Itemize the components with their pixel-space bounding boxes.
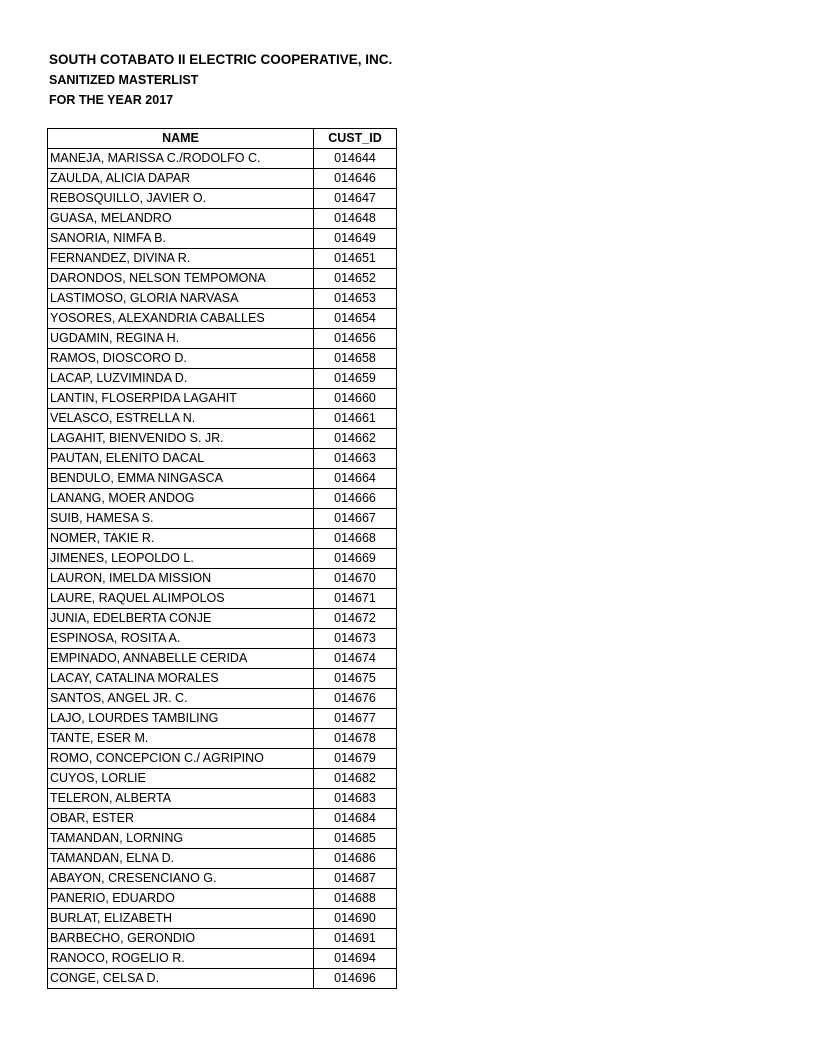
customer-name-cell: DARONDOS, NELSON TEMPOMONA bbox=[48, 269, 314, 289]
customer-id-cell: 014687 bbox=[314, 869, 397, 889]
company-title: SOUTH COTABATO II ELECTRIC COOPERATIVE, INC. bbox=[49, 52, 393, 67]
customer-name-cell: REBOSQUILLO, JAVIER O. bbox=[48, 189, 314, 209]
table-row bbox=[48, 409, 397, 429]
table-row bbox=[48, 169, 397, 189]
customer-id-cell: 014666 bbox=[314, 489, 397, 509]
customer-id-cell: 014649 bbox=[314, 229, 397, 249]
customer-name-cell: ZAULDA, ALICIA DAPAR bbox=[48, 169, 314, 189]
customer-name-cell: JUNIA, EDELBERTA CONJE bbox=[48, 609, 314, 629]
customer-name-cell: BURLAT, ELIZABETH bbox=[48, 909, 314, 929]
table-row bbox=[48, 209, 397, 229]
customer-id-cell: 014677 bbox=[314, 709, 397, 729]
customer-id-cell: 014664 bbox=[314, 469, 397, 489]
table-row bbox=[48, 189, 397, 209]
table-row bbox=[48, 609, 397, 629]
table-row bbox=[48, 429, 397, 449]
table-row bbox=[48, 889, 397, 909]
table-row bbox=[48, 829, 397, 849]
customer-id-cell: 014694 bbox=[314, 949, 397, 969]
customer-name-cell: TELERON, ALBERTA bbox=[48, 789, 314, 809]
document-subtitle: SANITIZED MASTERLIST bbox=[49, 73, 199, 87]
customer-name-cell: CUYOS, LORLIE bbox=[48, 769, 314, 789]
customer-id-cell: 014658 bbox=[314, 349, 397, 369]
table-row bbox=[48, 569, 397, 589]
customer-id-cell: 014651 bbox=[314, 249, 397, 269]
table-row bbox=[48, 869, 397, 889]
table-row bbox=[48, 749, 397, 769]
masterlist-table bbox=[47, 128, 397, 989]
customer-name-cell: OBAR, ESTER bbox=[48, 809, 314, 829]
customer-id-cell: 014688 bbox=[314, 889, 397, 909]
customer-name-cell: TAMANDAN, ELNA D. bbox=[48, 849, 314, 869]
customer-id-cell: 014644 bbox=[314, 149, 397, 169]
customer-name-cell: SANORIA, NIMFA B. bbox=[48, 229, 314, 249]
table-row bbox=[48, 529, 397, 549]
table-row bbox=[48, 549, 397, 569]
customer-id-cell: 014663 bbox=[314, 449, 397, 469]
table-row bbox=[48, 149, 397, 169]
customer-id-cell: 014684 bbox=[314, 809, 397, 829]
customer-id-cell: 014690 bbox=[314, 909, 397, 929]
table-row bbox=[48, 449, 397, 469]
customer-id-cell: 014654 bbox=[314, 309, 397, 329]
table-row bbox=[48, 729, 397, 749]
customer-id-cell: 014667 bbox=[314, 509, 397, 529]
table-row bbox=[48, 769, 397, 789]
table-row bbox=[48, 689, 397, 709]
table-row bbox=[48, 509, 397, 529]
customer-id-cell: 014671 bbox=[314, 589, 397, 609]
customer-id-cell: 014682 bbox=[314, 769, 397, 789]
customer-name-cell: TAMANDAN, LORNING bbox=[48, 829, 314, 849]
table-row bbox=[48, 669, 397, 689]
table-row bbox=[48, 389, 397, 409]
customer-name-cell: FERNANDEZ, DIVINA R. bbox=[48, 249, 314, 269]
table-row bbox=[48, 789, 397, 809]
table-row bbox=[48, 849, 397, 869]
customer-id-cell: 014676 bbox=[314, 689, 397, 709]
customer-id-cell: 014661 bbox=[314, 409, 397, 429]
customer-name-cell: SUIB, HAMESA S. bbox=[48, 509, 314, 529]
customer-name-cell: NOMER, TAKIE R. bbox=[48, 529, 314, 549]
year-line: FOR THE YEAR 2017 bbox=[49, 93, 174, 107]
table-row bbox=[48, 489, 397, 509]
table-row bbox=[48, 929, 397, 949]
customer-id-cell: 014691 bbox=[314, 929, 397, 949]
column-header-cust-id: CUST_ID bbox=[314, 129, 397, 149]
customer-name-cell: PAUTAN, ELENITO DACAL bbox=[48, 449, 314, 469]
customer-name-cell: RANOCO, ROGELIO R. bbox=[48, 949, 314, 969]
customer-id-cell: 014696 bbox=[314, 969, 397, 989]
customer-name-cell: LASTIMOSO, GLORIA NARVASA bbox=[48, 289, 314, 309]
table-row bbox=[48, 349, 397, 369]
table-row bbox=[48, 249, 397, 269]
table-row bbox=[48, 809, 397, 829]
customer-name-cell: YOSORES, ALEXANDRIA CABALLES bbox=[48, 309, 314, 329]
customer-id-cell: 014647 bbox=[314, 189, 397, 209]
customer-id-cell: 014662 bbox=[314, 429, 397, 449]
customer-id-cell: 014669 bbox=[314, 549, 397, 569]
table-row bbox=[48, 289, 397, 309]
table-row bbox=[48, 229, 397, 249]
customer-id-cell: 014660 bbox=[314, 389, 397, 409]
customer-id-cell: 014648 bbox=[314, 209, 397, 229]
customer-id-cell: 014685 bbox=[314, 829, 397, 849]
customer-name-cell: EMPINADO, ANNABELLE CERIDA bbox=[48, 649, 314, 669]
customer-name-cell: LAURE, RAQUEL ALIMPOLOS bbox=[48, 589, 314, 609]
table-row bbox=[48, 709, 397, 729]
table-row bbox=[48, 589, 397, 609]
customer-name-cell: LACAP, LUZVIMINDA D. bbox=[48, 369, 314, 389]
customer-name-cell: BENDULO, EMMA NINGASCA bbox=[48, 469, 314, 489]
customer-name-cell: MANEJA, MARISSA C./RODOLFO C. bbox=[48, 149, 314, 169]
table-row bbox=[48, 309, 397, 329]
table-header bbox=[48, 129, 397, 149]
table-row bbox=[48, 969, 397, 989]
customer-name-cell: PANERIO, EDUARDO bbox=[48, 889, 314, 909]
customer-name-cell: ESPINOSA, ROSITA A. bbox=[48, 629, 314, 649]
table-row bbox=[48, 649, 397, 669]
customer-name-cell: BARBECHO, GERONDIO bbox=[48, 929, 314, 949]
customer-id-cell: 014646 bbox=[314, 169, 397, 189]
customer-name-cell: LACAY, CATALINA MORALES bbox=[48, 669, 314, 689]
customer-name-cell: UGDAMIN, REGINA H. bbox=[48, 329, 314, 349]
table-row bbox=[48, 469, 397, 489]
customer-id-cell: 014670 bbox=[314, 569, 397, 589]
customer-id-cell: 014683 bbox=[314, 789, 397, 809]
column-header-name: NAME bbox=[48, 129, 314, 149]
customer-name-cell: CONGE, CELSA D. bbox=[48, 969, 314, 989]
customer-name-cell: VELASCO, ESTRELLA N. bbox=[48, 409, 314, 429]
customer-name-cell: TANTE, ESER M. bbox=[48, 729, 314, 749]
table-row bbox=[48, 909, 397, 929]
table-row bbox=[48, 329, 397, 349]
customer-name-cell: ROMO, CONCEPCION C./ AGRIPINO bbox=[48, 749, 314, 769]
customer-id-cell: 014679 bbox=[314, 749, 397, 769]
customer-id-cell: 014675 bbox=[314, 669, 397, 689]
customer-id-cell: 014678 bbox=[314, 729, 397, 749]
table-row bbox=[48, 949, 397, 969]
customer-name-cell: ABAYON, CRESENCIANO G. bbox=[48, 869, 314, 889]
customer-id-cell: 014673 bbox=[314, 629, 397, 649]
customer-id-cell: 014674 bbox=[314, 649, 397, 669]
customer-name-cell: LANTIN, FLOSERPIDA LAGAHIT bbox=[48, 389, 314, 409]
customer-name-cell: LAGAHIT, BIENVENIDO S. JR. bbox=[48, 429, 314, 449]
customer-name-cell: GUASA, MELANDRO bbox=[48, 209, 314, 229]
customer-name-cell: LAURON, IMELDA MISSION bbox=[48, 569, 314, 589]
table-row bbox=[48, 269, 397, 289]
customer-name-cell: JIMENES, LEOPOLDO L. bbox=[48, 549, 314, 569]
customer-id-cell: 014659 bbox=[314, 369, 397, 389]
customer-name-cell: SANTOS, ANGEL JR. C. bbox=[48, 689, 314, 709]
customer-name-cell: LAJO, LOURDES TAMBILING bbox=[48, 709, 314, 729]
customer-name-cell: LANANG, MOER ANDOG bbox=[48, 489, 314, 509]
document-header bbox=[49, 50, 392, 110]
table-body bbox=[48, 149, 397, 989]
customer-id-cell: 014656 bbox=[314, 329, 397, 349]
customer-name-cell: RAMOS, DIOSCORO D. bbox=[48, 349, 314, 369]
customer-id-cell: 014653 bbox=[314, 289, 397, 309]
customer-id-cell: 014668 bbox=[314, 529, 397, 549]
customer-id-cell: 014672 bbox=[314, 609, 397, 629]
header-row bbox=[48, 129, 397, 149]
customer-id-cell: 014652 bbox=[314, 269, 397, 289]
table-row bbox=[48, 369, 397, 389]
table-row bbox=[48, 629, 397, 649]
customer-id-cell: 014686 bbox=[314, 849, 397, 869]
